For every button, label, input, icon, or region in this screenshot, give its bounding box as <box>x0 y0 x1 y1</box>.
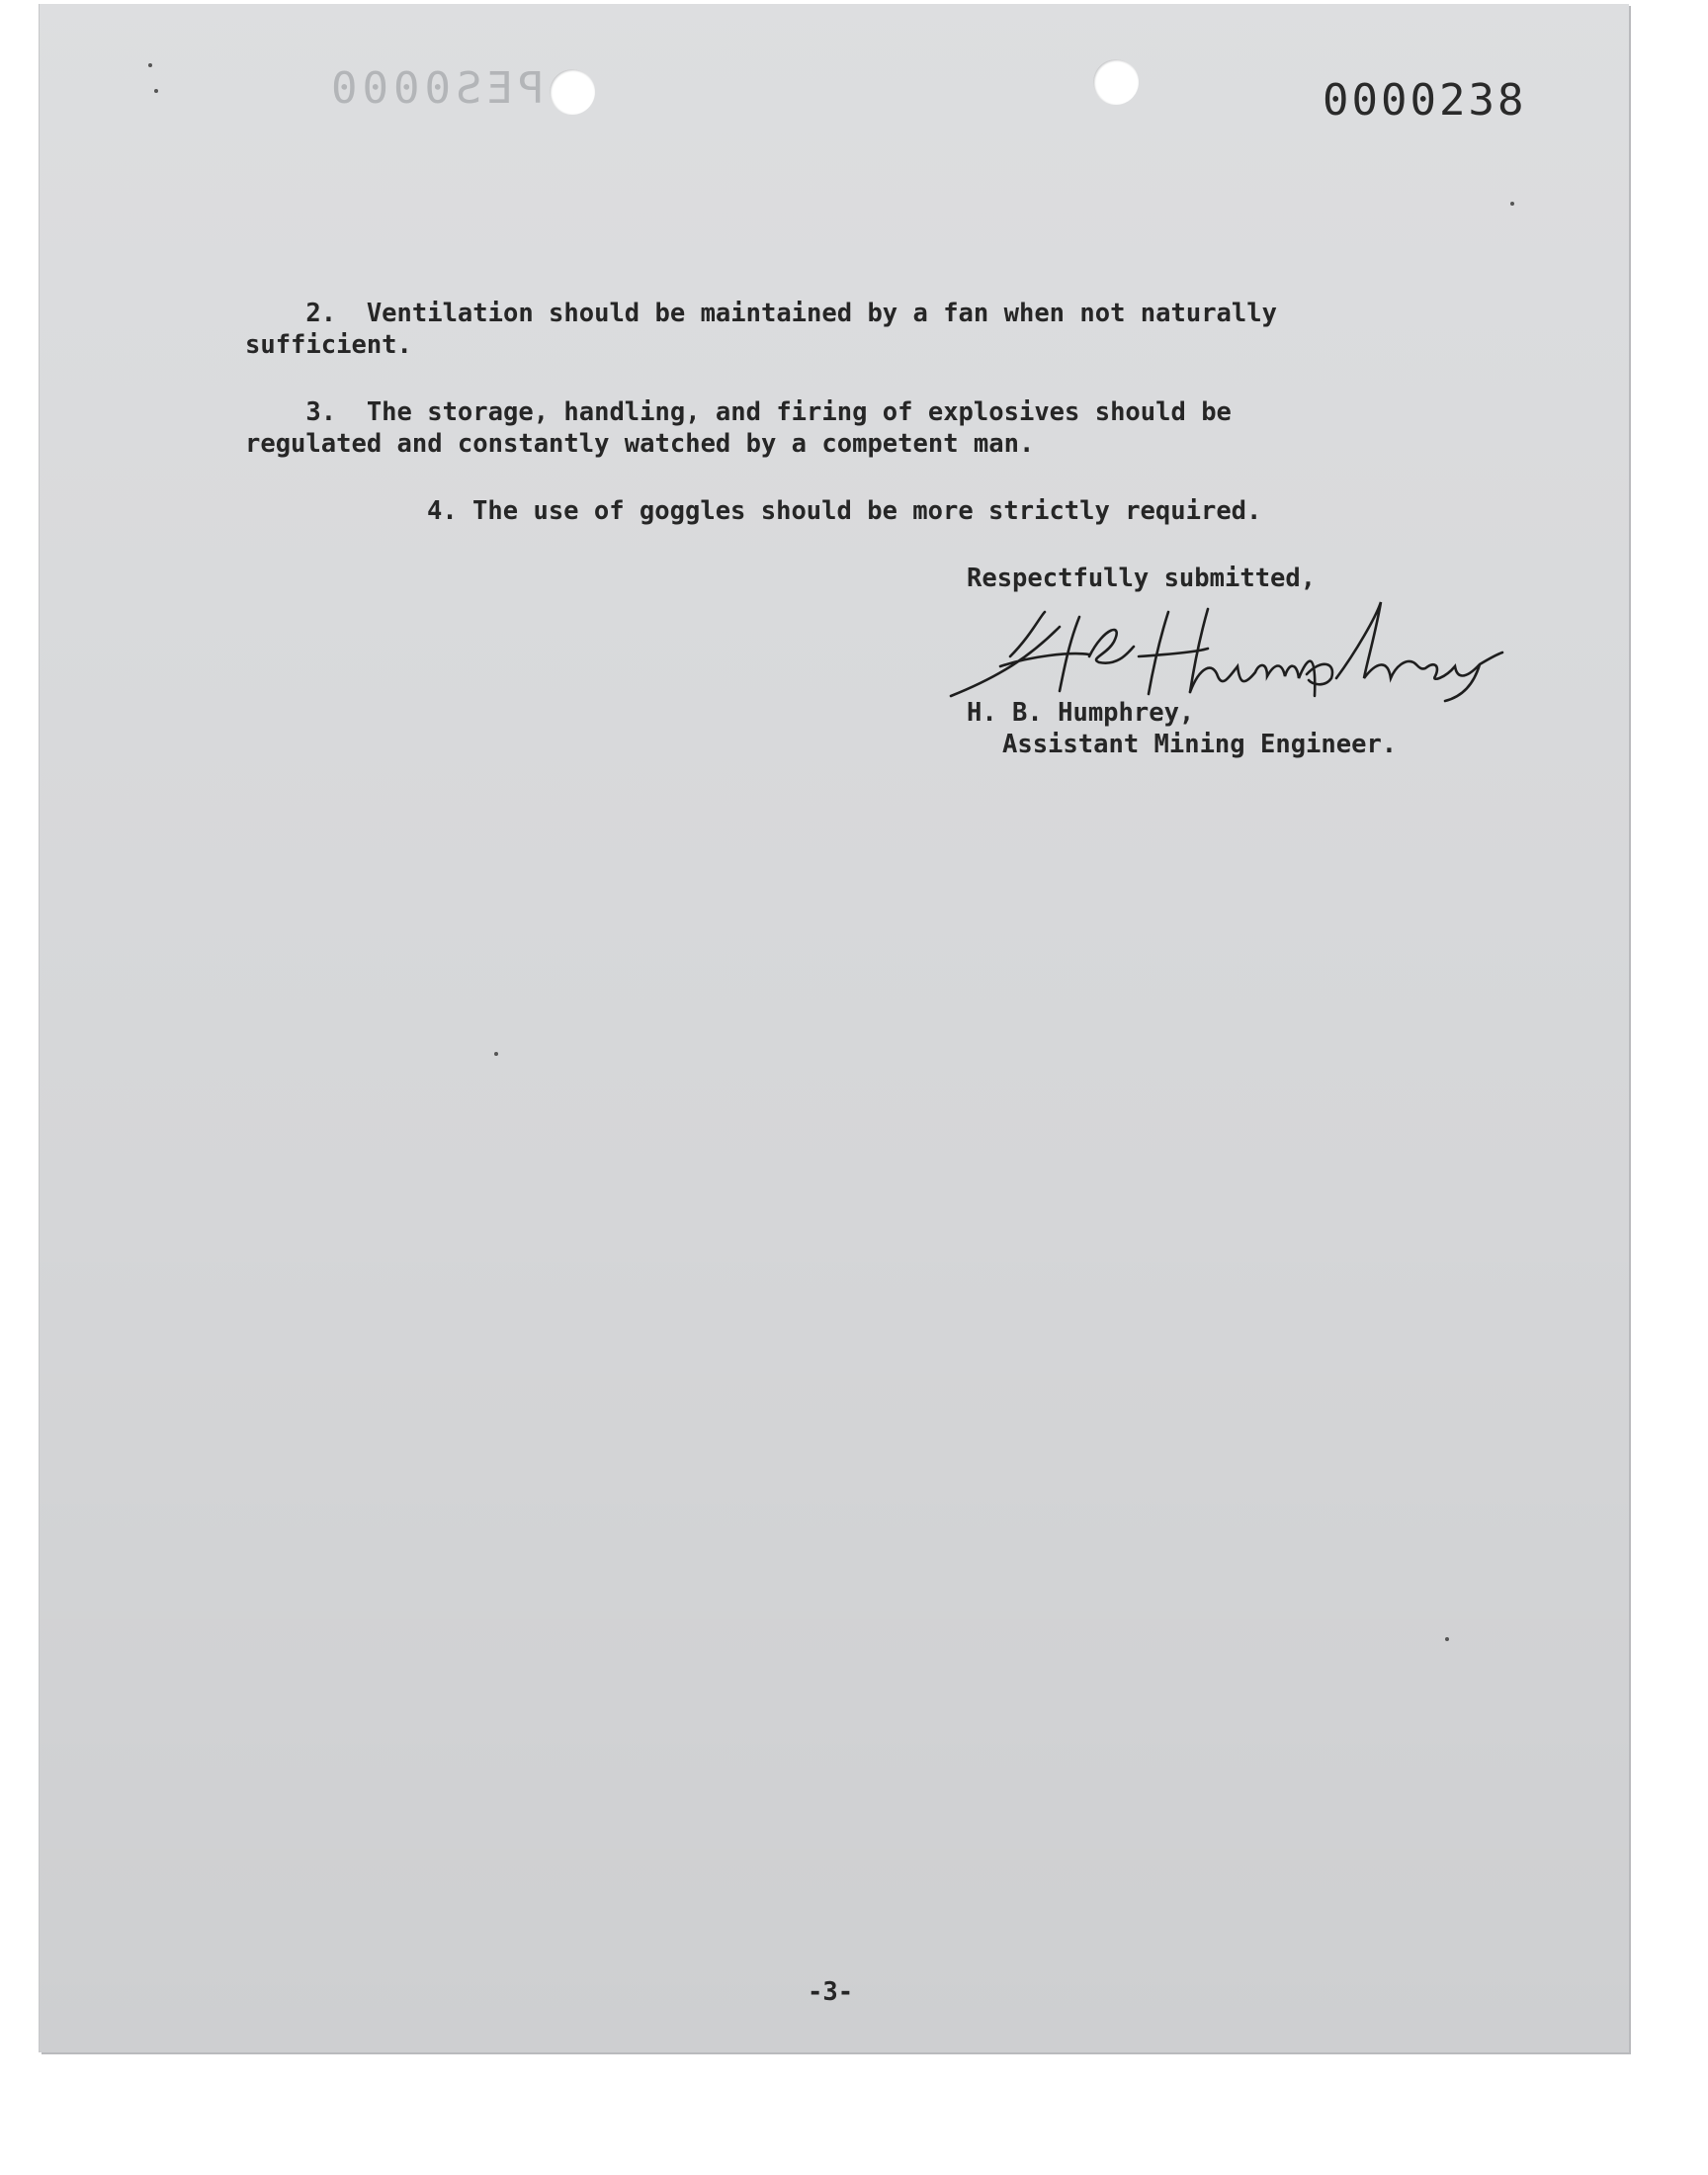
handwritten-signature <box>941 597 1504 706</box>
recommendation-item-2 <box>245 298 1277 361</box>
document-number: 0000238 <box>1323 75 1527 126</box>
signer-title: Assistant Mining Engineer. <box>1002 730 1398 759</box>
paper-speck <box>154 89 158 93</box>
item-3-line-1: 3. The storage, handling, and firing of explosives should be <box>245 397 1232 427</box>
item-2-line-2: sufficient. <box>245 330 412 360</box>
paper-speck <box>1510 202 1514 206</box>
item-2-line-1: 2. Ventilation should be maintained by a fan when not naturally <box>245 299 1277 328</box>
page-number: -3- <box>808 1977 854 2007</box>
punch-hole-left <box>550 69 595 115</box>
closing-salutation: Respectfully submitted, <box>967 564 1317 593</box>
bleed-through-stamp: PES0000 <box>326 63 545 114</box>
recommendation-item-4: 4. The use of goggles should be more strictly required. <box>427 496 1262 526</box>
punch-hole-right <box>1093 59 1139 105</box>
paper-speck <box>1445 1637 1449 1641</box>
item-3-line-2: regulated and constantly watched by a competent man. <box>245 429 1035 459</box>
document-page <box>40 4 1629 2052</box>
paper-speck <box>148 63 152 67</box>
recommendation-item-3 <box>245 396 1232 460</box>
paper-speck <box>494 1052 498 1056</box>
signer-name: H. B. Humphrey, <box>967 698 1195 728</box>
